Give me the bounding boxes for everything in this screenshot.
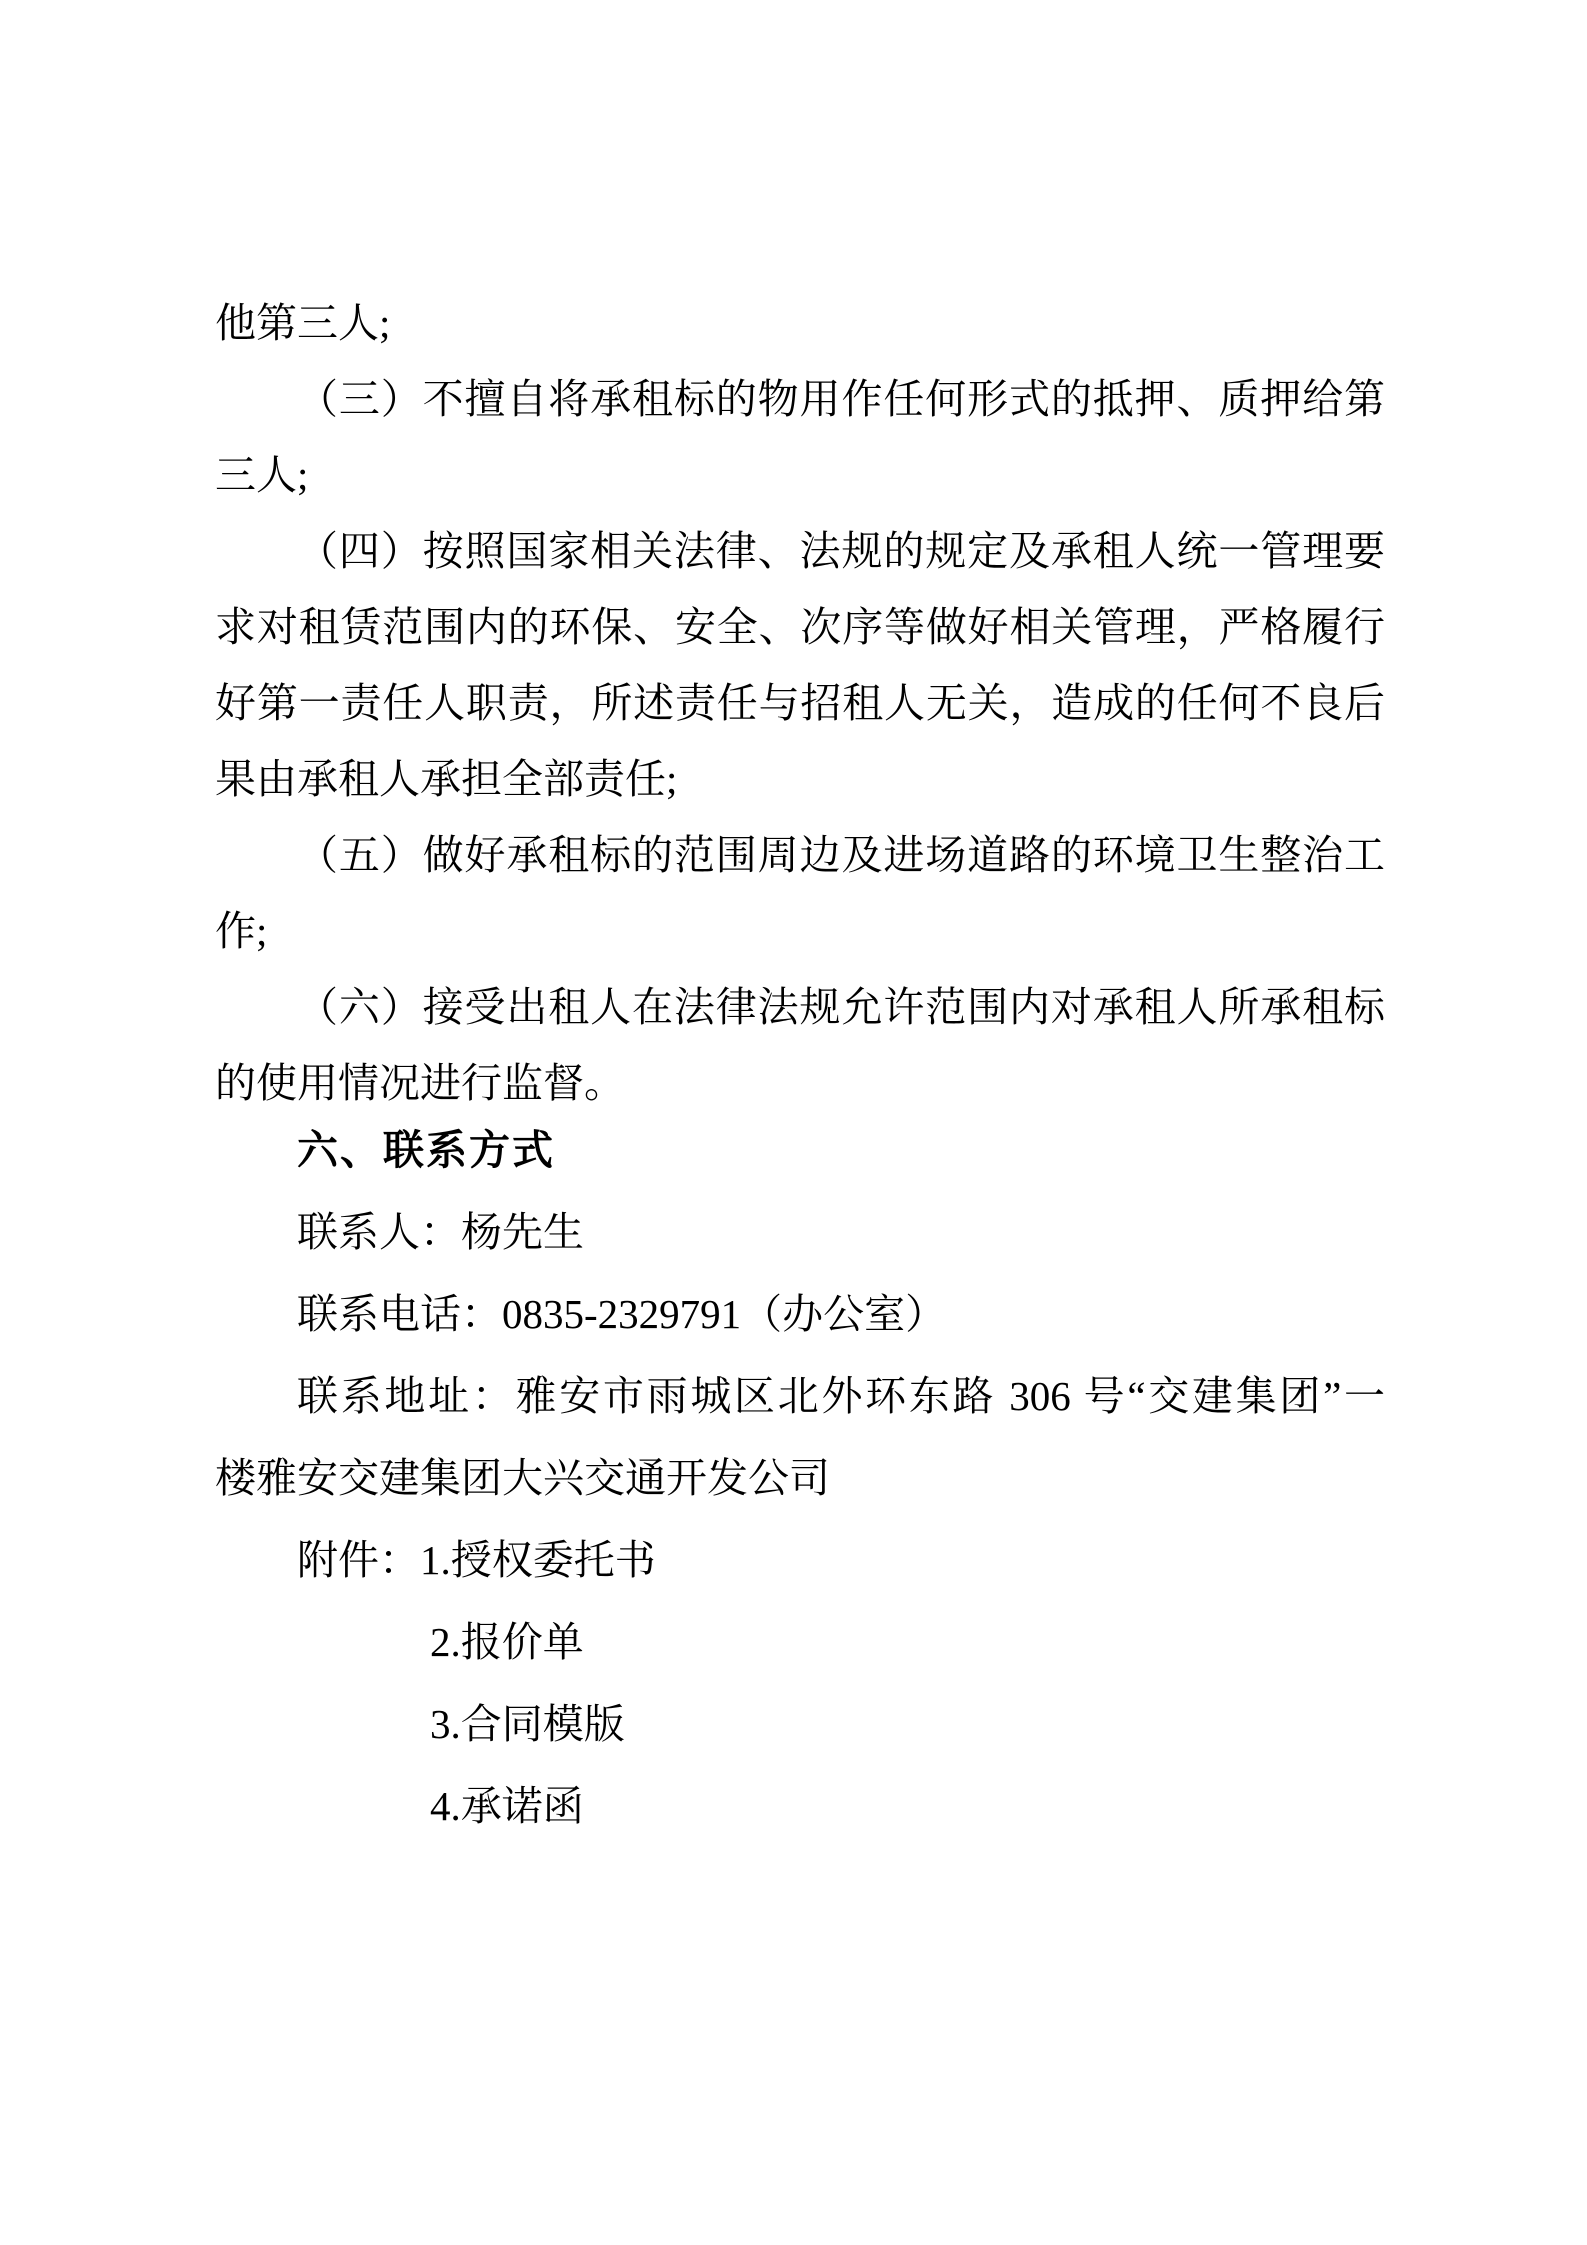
attachment-list-first-line: 附件：1.授权委托书: [297, 1537, 656, 1583]
clause-3-line: 三人;: [215, 452, 309, 498]
contact-section: [215, 1109, 1385, 1847]
clause-4-line: 求对租赁范围内的环保、安全、次序等做好相关管理，严格履行: [215, 604, 1385, 650]
clauses-section: [215, 285, 1385, 1121]
clause-6-line: 的使用情况进行监督。: [215, 1060, 625, 1106]
attachment-list-item: 4.承诺函: [430, 1783, 584, 1829]
contact-phone-line: 联系电话：0835-2329791（办公室）: [297, 1291, 947, 1337]
contact-section-heading: 六、联系方式: [297, 1127, 555, 1173]
clause-4-line: （四）按照国家相关法律、法规的规定及承租人统一管理要: [297, 528, 1385, 574]
clause-6-line: （六）接受出租人在法律法规允许范围内对承租人所承租标: [297, 984, 1385, 1030]
contact-address-line: 联系地址：雅安市雨城区北外环东路 306 号“交建集团”一: [297, 1373, 1385, 1419]
clause-3-line: （三）不擅自将承租标的物用作任何形式的抵押、质押给第: [297, 376, 1385, 422]
paragraph-continuation-line: 他第三人;: [215, 300, 391, 346]
attachment-list-item: 2.报价单: [430, 1619, 584, 1665]
contact-address-line: 楼雅安交建集团大兴交通开发公司: [215, 1455, 830, 1501]
clause-4-line: 好第一责任人职责，所述责任与招租人无关，造成的任何不良后: [215, 680, 1385, 726]
contact-person-line: 联系人：杨先生: [297, 1209, 584, 1255]
attachment-list-item: 3.合同模版: [430, 1701, 625, 1747]
clause-5-line: （五）做好承租标的范围周边及进场道路的环境卫生整治工: [297, 832, 1385, 878]
clause-5-line: 作;: [215, 908, 268, 954]
clause-4-line: 果由承租人承担全部责任;: [215, 756, 678, 802]
document-body: [215, 285, 1385, 1847]
